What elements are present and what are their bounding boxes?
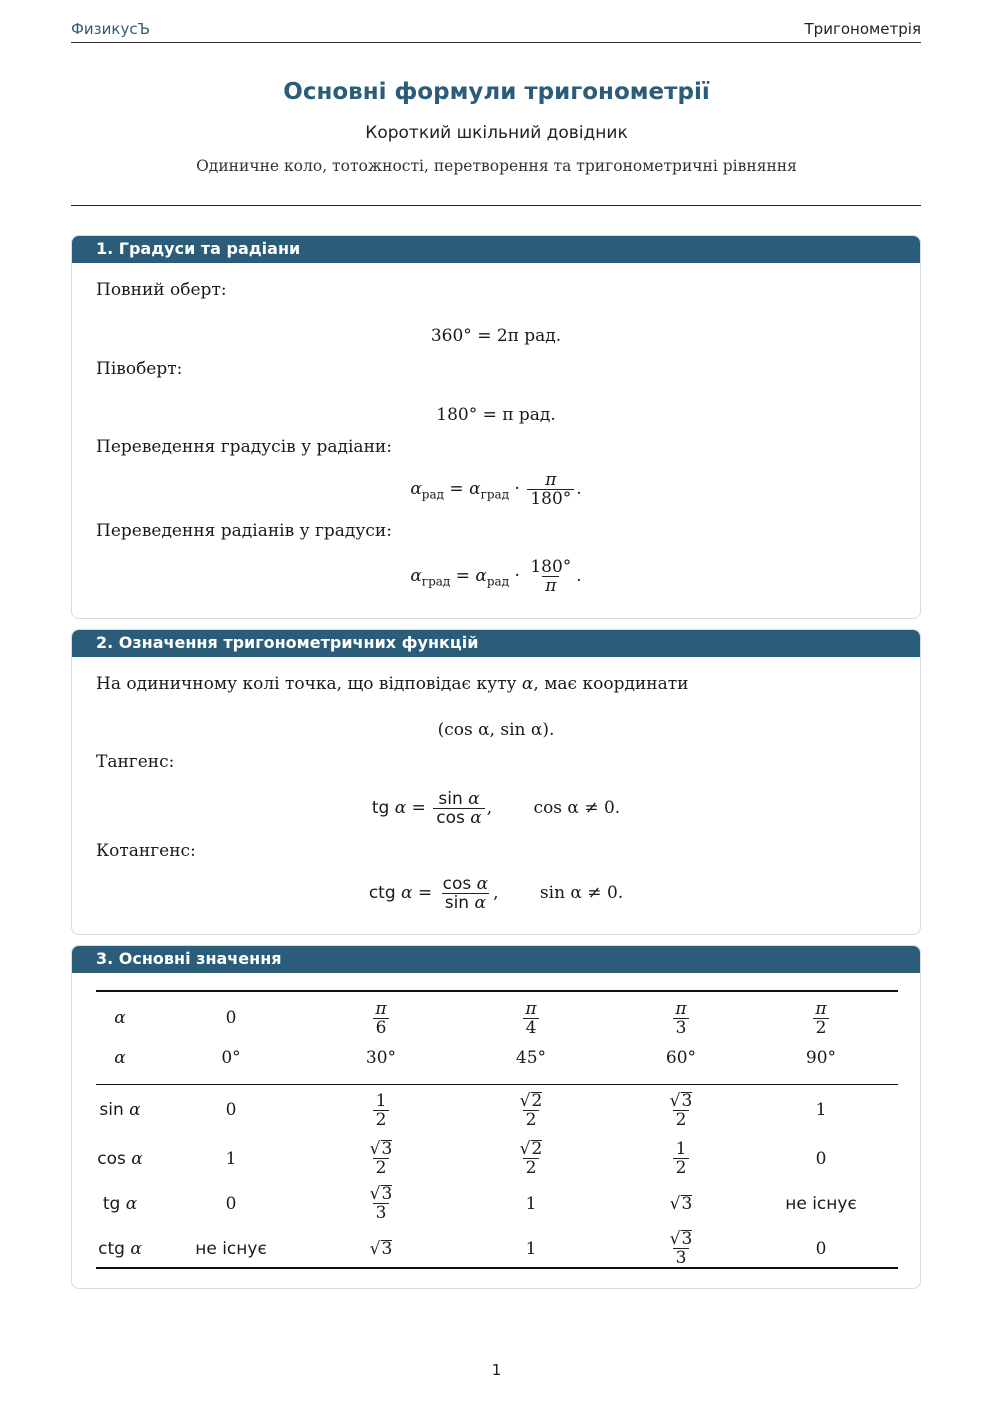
table-cell: √ 3 2 <box>369 1139 393 1178</box>
section-heading: 1. Градуси та радіани <box>72 236 920 263</box>
row-label: α <box>114 1048 126 1068</box>
table-cell: √ 3 3 <box>369 1184 393 1223</box>
row-label: cos α <box>97 1148 143 1169</box>
row-label: tg α <box>102 1193 138 1214</box>
deg-to-rad-label: Переведення градусів у радіани: <box>96 437 392 457</box>
page-number: 1 <box>491 1361 502 1379</box>
half-turn-formula: 180° = π рад. <box>436 405 556 425</box>
table-cell: $\frac{\pi}{6}$ <box>318 992 444 1044</box>
table-cell: 0 <box>225 1100 237 1121</box>
tangent-label: Тангенс: <box>96 752 175 772</box>
trig-row <box>96 1181 898 1226</box>
row-label: α <box>114 1008 126 1028</box>
page-title: Основні формули тригонометрії <box>283 79 710 105</box>
cotangent-condition: sin α ≠ 0. <box>539 883 624 903</box>
angle-rad-row <box>96 992 898 1044</box>
page-description: Одиничне коло, тотожності, перетворення та тригонометричні рівняння <box>196 157 797 175</box>
section-heading: 2. Означення тригонометричних функцій <box>72 630 920 657</box>
table-cell: $\frac{\pi}{4}$ <box>444 992 618 1044</box>
table-cell: 1 <box>225 1148 237 1169</box>
angle-deg-row <box>96 1044 898 1072</box>
cotangent-formula: ctg α = $\frac{\text{cos α}}{\text{sin α}}$ , sin α ≠ 0. <box>368 874 624 913</box>
trig-row <box>96 1084 898 1136</box>
table-cell: √ 3 2 <box>669 1090 693 1130</box>
cotangent-label: Котангенс: <box>96 841 196 861</box>
table-cell: √ 2 2 <box>519 1139 543 1178</box>
section-basic-values <box>71 945 921 1289</box>
table-cell: 45° <box>515 1048 547 1068</box>
table-cell: √ 3 <box>369 1238 393 1259</box>
coordinates-formula: (cos α, sin α). <box>437 720 555 740</box>
header-left: ФизикусЪ <box>71 20 151 38</box>
trig-row <box>96 1136 898 1181</box>
table-cell: √ 2 2 <box>519 1090 543 1130</box>
table-cell: 1 <box>815 1100 827 1121</box>
table-cell: $\frac{\pi}{2}$ <box>744 992 898 1044</box>
table-cell: $\frac{1}{2}$ <box>618 1136 744 1181</box>
table-cell: 0 <box>815 1238 827 1259</box>
tangent-condition: cos α ≠ 0. <box>533 798 621 818</box>
table-cell: √ 3 <box>669 1193 693 1214</box>
table-mid-rule <box>96 1072 898 1084</box>
table-cell: 30° <box>365 1048 397 1068</box>
title-divider <box>71 205 921 206</box>
table-cell: не існує <box>785 1193 857 1214</box>
section-degrees-radians <box>71 235 921 619</box>
half-turn-label: Півоберт: <box>96 359 183 379</box>
full-turn-formula: 360° = 2π рад. <box>430 326 562 346</box>
table-cell: не існує <box>195 1238 267 1259</box>
table-cell: 0 <box>225 1008 237 1028</box>
table-cell: 1 <box>525 1193 537 1214</box>
table-cell: 60° <box>665 1048 697 1068</box>
deg-to-rad-formula: $\alpha_{рад} = \alpha_{град}$ · $\frac{\pi}{180^\circ}$ . <box>410 470 582 509</box>
full-turn-label: Повний оберт: <box>96 280 227 300</box>
page-subtitle: Короткий шкільний довідник <box>365 123 628 143</box>
row-label: ctg α <box>98 1238 142 1259</box>
table-cell: $\frac{\pi}{3}$ <box>618 992 744 1044</box>
section-trig-definitions <box>71 629 921 935</box>
table-bottom-rule <box>96 1267 898 1269</box>
header-right: Тригонометрія <box>804 20 921 38</box>
table-cell: 1 <box>525 1238 537 1259</box>
trig-row <box>96 1226 898 1271</box>
tangent-formula: tg α = $\frac{\text{sin α}}{\text{cos α}}$ , cos α ≠ 0. <box>371 789 621 828</box>
table-cell: 0 <box>225 1193 237 1214</box>
table-cell: √ 3 3 <box>669 1229 693 1268</box>
rad-to-deg-formula: $\alpha_{град} = \alpha_{рад}$ · $\frac{180^\circ}{\pi}$ . <box>410 557 582 596</box>
table-cell: $\frac{1}{2}$ <box>318 1084 444 1136</box>
section-heading: 3. Основні значення <box>72 946 920 973</box>
table-cell: 90° <box>805 1048 837 1068</box>
unit-circle-text: На одиничному колі точка, що відповідає куту α, має координати <box>96 674 689 694</box>
table-cell: 0 <box>815 1148 827 1169</box>
values-table <box>96 992 898 1271</box>
rad-to-deg-label: Переведення радіанів у градуси: <box>96 521 392 541</box>
table-cell: 0° <box>221 1048 241 1068</box>
running-header <box>71 20 921 43</box>
row-label: sin α <box>99 1100 141 1121</box>
